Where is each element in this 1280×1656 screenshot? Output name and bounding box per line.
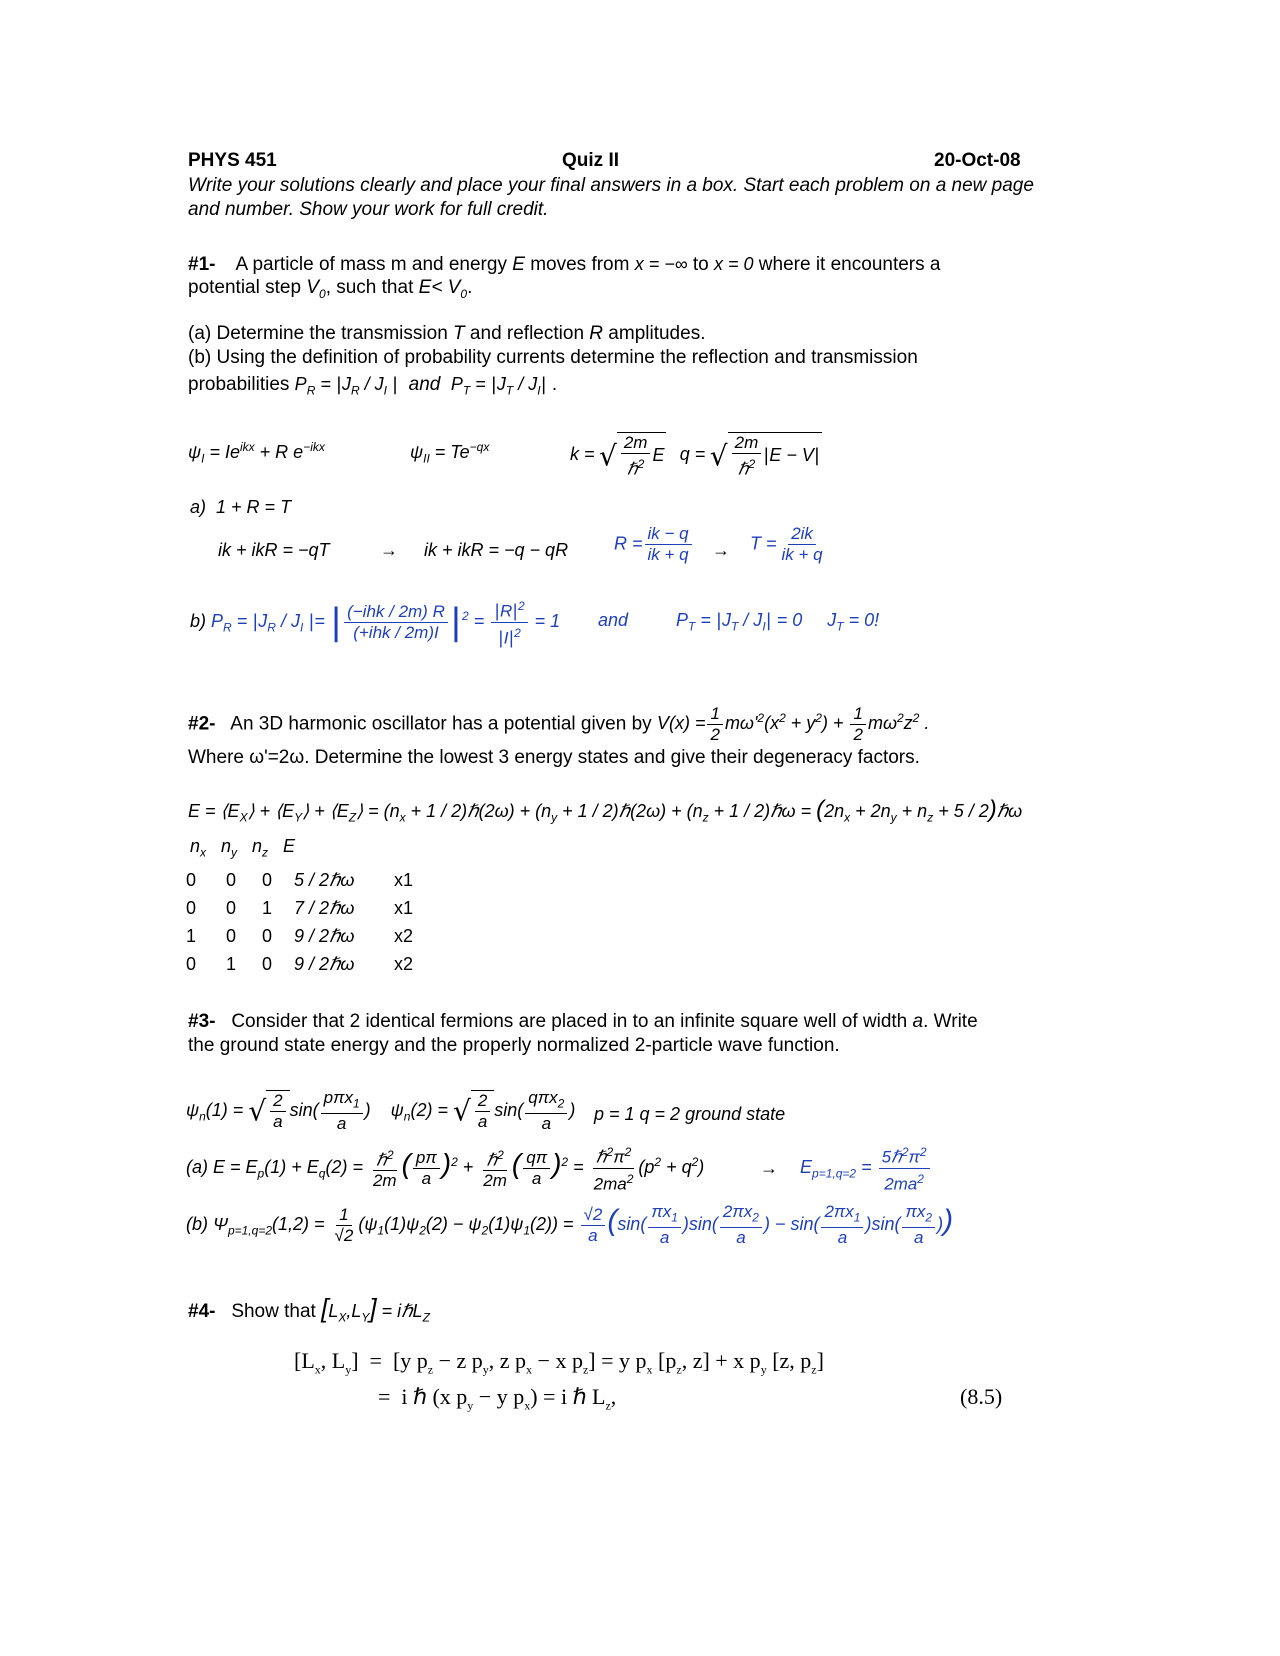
- p1-eq2b: ik + ikR = −q − qR: [424, 540, 569, 560]
- p1-and: and: [598, 610, 629, 630]
- table-cell: 9 / 2ℏω: [294, 953, 355, 974]
- p2-table-head: $n_x$ $n_y$ $n_z$ E: [190, 836, 296, 860]
- p1-PT-result: $P_T = |J_T / J_I| = 0$ $J_T = 0$!: [676, 610, 880, 634]
- p1-T-result: T = $\frac{2ik}{ik + q}$: [750, 524, 823, 564]
- table-cell: x2: [394, 925, 414, 946]
- table-cell: x1: [394, 897, 414, 918]
- table-cell: 0: [226, 869, 237, 890]
- table-cell: 0: [186, 869, 197, 890]
- table-cell: 0: [262, 925, 273, 946]
- p1-wavefunctions: $\psi_I = Ie^{ikx} + R$ $e^{-ikx}$: [188, 440, 325, 466]
- instructions: Write your solutions clearly and place your final answers in a box. Start each problem on a new page and number. Show your work for full credit.: [188, 175, 1034, 220]
- p4-statement: #4- Show that $[L_X,L_Y]$ = iℏL$_Z$: [188, 1293, 430, 1325]
- table-cell: x2: [394, 953, 414, 974]
- p2-energy-table: [186, 866, 454, 978]
- quiz-title: Quiz II: [562, 150, 619, 171]
- p3-number: #3-: [188, 1011, 216, 1032]
- p2-energy-expansion: $E = ⟨E_X⟩$ + $⟨E_Y⟩$ + $⟨E_Z⟩ = (n_x + 1$ / 2)ℏ(2ω) + ($n_y + 1$ / 2)ℏ(2ω) + ($n_z + 1$ / 2)ℏω = ($2n_x + 2n_y + n_z + 5$ / 2)ℏω: [188, 796, 1023, 825]
- p4-derivation-line1: [$L_x$, $L_y] = [y$ $p_z - z$ $p_y$, z $p_x - x$ $p_z] = y$ $p_x$ [$p_z$, z] + x $p_y$ [z, $p_z$]: [294, 1348, 824, 1377]
- p2-statement: #2- An 3D harmonic oscillator has a potential given by V(x) = $\frac{1}{2}$ $m\omega'^2(x^2 + y^2)$ + $\frac{1}{2}$ $m\omega^2z^2$ .: [188, 704, 930, 744]
- p3-statement-line2: the ground state energy and the properly normalized 2-particle wave function.: [188, 1035, 840, 1056]
- p1-question-b-line2: probabilities $P_R = |J_R / J_I$ | and $P_T = |J_T / J_I|$ .: [188, 374, 558, 398]
- p1-question-a: (a) Determine the transmission T and reflection R amplitudes.: [188, 323, 706, 344]
- p1-R-result: R = $\frac{ik - q}{ik + q}$: [614, 524, 694, 565]
- table-cell: 0: [226, 925, 237, 946]
- p2-statement-line2: Where ω'=2ω. Determine the lowest 3 energy states and give their degeneracy factors.: [188, 747, 920, 768]
- table-cell: 1: [262, 897, 273, 918]
- table-cell: 0: [262, 953, 273, 974]
- table-cell: x1: [394, 869, 414, 890]
- quiz-date: 20-Oct-08: [934, 150, 1021, 171]
- p1-k-def: k = √ $\frac{2m}{\hbar^2}$ E q = √ $\frac{2m}{\hbar^2}$ |E − V|: [570, 433, 820, 479]
- p3-single-particle-states: $\psi_n(1)$ = √ $\frac{2}{a}$ sin( $\frac{p\pi x_1}{a}$ ) $\psi_n(2)$ = √ $\frac{2}{a}$ sin( $\frac{q\pi x_2}{a}$ ): [186, 1088, 576, 1134]
- table-row: [186, 894, 454, 922]
- p1-psi2: $\psi_{II} = Te^{-qx}$: [410, 440, 490, 466]
- p3-energy: (a) $E = E_p(1) + E_q(2)$ = $\frac{\hbar^2}{2m}$ ( $\frac{p\pi}{a}$ )$^2$ + $\frac{\hbar^2}{2m}$ ( $\frac{q\pi}{a}$ )$^2$ = $\frac{\hbar^2\pi^2}{2ma^2}$ $(p^2 + q^2)$: [186, 1142, 704, 1194]
- table-cell: 1: [226, 953, 237, 974]
- p1-arrow2: →: [712, 540, 730, 560]
- table-cell: 0: [262, 869, 273, 890]
- p2-number: #2-: [188, 713, 216, 735]
- p3-ground-state: p = 1 q = 2 ground state: [594, 1104, 786, 1124]
- p4-derivation-line2: = i ℏ (x $p_y - y$ $p_x) = i$ ℏ $L_z$,: [378, 1384, 617, 1413]
- p1-a-eq: a) 1 + R = T: [190, 497, 292, 517]
- table-cell: 7 / 2ℏω: [294, 897, 355, 918]
- table-cell: 0: [186, 953, 197, 974]
- p1-number: #1-: [188, 254, 216, 275]
- table-cell: 5 / 2ℏω: [294, 869, 355, 890]
- p1-statement-line2: potential step $V_0$, such that $E< V_0$.: [188, 277, 473, 301]
- table-row: [186, 950, 454, 978]
- table-cell: 9 / 2ℏω: [294, 925, 355, 946]
- p1-statement-line1: #1- A particle of mass m and energy E moves from x = −∞ to x = 0 where it encounters a: [188, 254, 941, 275]
- p3-arrow: →: [760, 1158, 778, 1178]
- equation-number: (8.5): [960, 1384, 1003, 1409]
- p1-question-b: (b) Using the definition of probability currents determine the reflection and transmission: [188, 347, 918, 368]
- table-cell: 1: [186, 925, 197, 946]
- p3-statement: #3- Consider that 2 identical fermions are placed in to an infinite square well of width a. Write: [188, 1011, 978, 1032]
- p1-eq2a: ik + ikR = −qT: [218, 540, 330, 560]
- p3-wavefunction: (b) $\Psi_{p=1,q=2}(1,2)$ = $\frac{1}{√2}$ $(\psi_1(1)\psi_2(2) - \psi_2(1)\psi_1(2))$ = $\frac{√2}{a}$ (sin( $\frac{\pi x_1}{a}$ )sin( $\frac{2\pi x_2}{a}$ ) − sin( $\frac{2\pi x_1}{a}$ )sin( $\frac{\pi x_2}{a}$ )): [186, 1202, 954, 1248]
- table-row: [186, 866, 454, 894]
- p3-energy-result: $E_{p=1,q=2}$ = $\frac{5\hbar^2\pi^2}{2ma^2}$: [800, 1142, 932, 1194]
- p1-arrow1: →: [380, 540, 398, 560]
- p1-b-result: b) $P_R = |J_R / J_I$ |= | $\frac{\text{(−ihk / 2m) R}}{\text{(+ihk / 2m)I}}$ $|^2$ = $\frac{|R|^2}{|I|^2}$ = 1: [190, 596, 560, 648]
- table-row: [186, 922, 454, 950]
- table-cell: 0: [186, 897, 197, 918]
- table-cell: 0: [226, 897, 237, 918]
- p4-number: #4-: [188, 1301, 216, 1322]
- course-code: PHYS 451: [188, 150, 277, 171]
